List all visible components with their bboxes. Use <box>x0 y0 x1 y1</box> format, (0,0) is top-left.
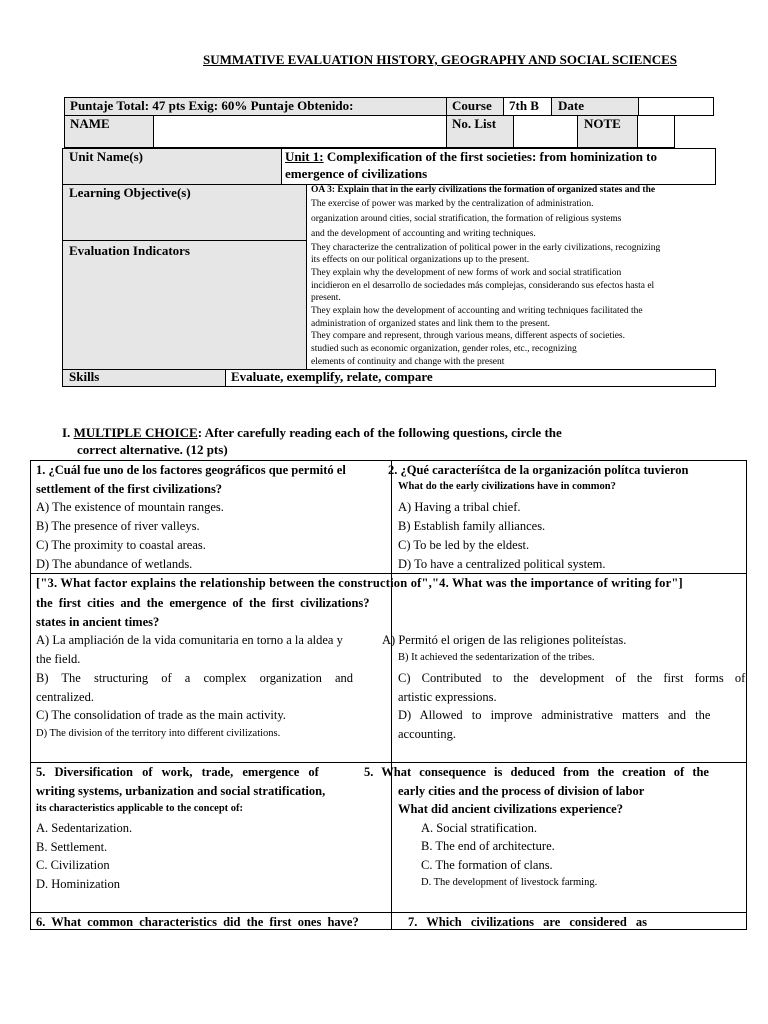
score-text: Puntaje Total: 47 pts Exig: 60% Puntaje Obtenido: <box>70 98 354 113</box>
document-title: SUMMATIVE EVALUATION HISTORY, GEOGRAPHY AND SOCIAL SCIENCES <box>203 52 678 67</box>
question-3-text-cont: the first cities and the emergence of the first civilizations? <box>36 596 370 610</box>
table-border <box>30 573 747 574</box>
question-5b-option-d[interactable]: D. The development of livestock farming. <box>421 877 598 888</box>
question-5b-option-c[interactable]: C. The formation of clans. <box>421 858 553 872</box>
question-3-option-b-cont: centralized. <box>36 690 94 704</box>
unit-line-1 <box>285 149 657 165</box>
note-field[interactable] <box>637 115 675 148</box>
indicators-label: Evaluation Indicators <box>69 243 190 258</box>
indicator-line: They compare and represent, through various means, different aspects of societies. <box>311 331 626 341</box>
question-4-option-c[interactable]: C) Contributed to the development of the first forms of <box>398 671 746 685</box>
question-3-option-d[interactable]: D) The division of the territory into different civilizations. <box>36 728 281 739</box>
name-field[interactable] <box>153 115 447 148</box>
question-2-option-a[interactable]: A) Having a tribal chief. <box>398 500 521 514</box>
question-5b-text: 5. What consequence is deduced from the creation of the <box>364 765 709 779</box>
question-5a-text-cont: writing systems, urbanization and social stratification, <box>36 784 326 798</box>
table-border <box>391 460 392 930</box>
skills-label: Skills <box>69 369 100 384</box>
section-heading: MULTIPLE CHOICE <box>73 425 198 440</box>
question-1-option-d[interactable]: D) The abundance of wetlands. <box>36 557 193 571</box>
objective-line-1: OA 3: Explain that in the early civilizations the formation of organized states and the <box>311 185 656 195</box>
skills-value: Evaluate, exemplify, relate, compare <box>231 369 433 384</box>
objective-line-3: organization around cities, social stratification, the formation of religious systems <box>311 214 622 224</box>
question-2-option-b[interactable]: B) Establish family alliances. <box>398 519 546 533</box>
question-1-option-a[interactable]: A) The existence of mountain ranges. <box>36 500 224 514</box>
table-border <box>746 460 747 930</box>
question-2-option-d[interactable]: D) To have a centralized political system. <box>398 557 606 571</box>
question-4-option-d-cont: accounting. <box>398 727 456 741</box>
date-label: Date <box>558 98 584 113</box>
indicator-line: present. <box>311 293 341 303</box>
course-value: 7th B <box>509 98 539 113</box>
question-1-option-b[interactable]: B) The presence of river valleys. <box>36 519 200 533</box>
indicator-line: elements of continuity and change with the present <box>311 357 505 367</box>
question-5a-option-c[interactable]: C. Civilization <box>36 858 110 872</box>
table-border <box>30 460 31 930</box>
question-3-4-text: ["3. What factor explains the relationship between the construction of","4. What was the importance of writing for"] <box>36 576 683 590</box>
question-3-option-a-cont: the field. <box>36 652 81 666</box>
objective-label: Learning Objective(s) <box>69 185 191 200</box>
indicators-label-cell <box>62 240 307 370</box>
question-3-option-a[interactable]: A) La ampliación de la vida comunitaria en torno a la aldea y <box>36 633 343 647</box>
question-2-option-c[interactable]: C) To be led by the eldest. <box>398 538 530 552</box>
unit-prefix: Unit 1: <box>285 149 324 164</box>
question-1-text: 1. ¿Cuál fue uno de los factores geográficos que permitó el <box>36 463 346 477</box>
unit-label: Unit Name(s) <box>69 149 144 164</box>
question-5b-option-a[interactable]: A. Social stratification. <box>421 821 537 835</box>
question-2-text: 2. ¿Qué caracteríśtca de la organización polítca tuvieron <box>388 463 689 477</box>
question-6-text: 6. What common characteristics did the first ones have? <box>36 915 359 929</box>
note-label: NOTE <box>584 116 621 131</box>
question-5a-option-b[interactable]: B. Settlement. <box>36 840 108 854</box>
section-instruction-text: : After carefully reading each of the following questions, circle the <box>197 425 562 440</box>
indicator-line: studied such as economic organization, gender roles, etc., recognizing <box>311 344 577 354</box>
indicator-line: incidieron en el desarrollo de sociedades más complejas, considerando sus efectos hasta el <box>311 281 655 291</box>
question-3-text-cont-2: states in ancient times? <box>36 615 160 629</box>
question-7-text: 7. Which civilizations are considered as <box>408 915 648 929</box>
indicator-line: administration of organized states and link them to the present. <box>311 319 550 329</box>
question-5a-option-d[interactable]: D. Hominization <box>36 877 121 891</box>
table-border <box>30 912 747 913</box>
question-5b-option-b[interactable]: B. The end of architecture. <box>421 839 555 853</box>
question-5a-text-cont-2: its characteristics applicable to the concept of: <box>36 803 244 814</box>
question-4-option-b[interactable]: B) It achieved the sedentarization of the tribes. <box>398 652 595 663</box>
indicator-line: They explain why the development of new forms of work and social stratification <box>311 268 622 278</box>
question-3-option-b[interactable]: B) The structuring of a complex organization and <box>36 671 354 685</box>
question-3-option-c[interactable]: C) The consolidation of trade as the main activity. <box>36 708 286 722</box>
course-label: Course <box>452 98 492 113</box>
indicator-line: They characterize the centralization of political power in the early civilizations, recognizing <box>311 243 661 253</box>
unit-line-2: emergence of civilizations <box>285 166 428 181</box>
question-4-option-d[interactable]: D) Allowed to improve administrative matters and the <box>398 708 711 722</box>
table-border <box>30 762 747 763</box>
name-label: NAME <box>70 116 110 131</box>
question-5a-text: 5. Diversification of work, trade, emergence of <box>36 765 319 779</box>
section-points: correct alternative. (12 pts) <box>77 442 228 457</box>
question-4-option-a[interactable]: A) Permitó el origen de las religiones politeístas. <box>382 633 627 647</box>
question-5a-option-a[interactable]: A. Sedentarization. <box>36 821 133 835</box>
indicator-line: its effects on our political organizations up to the present. <box>311 255 530 265</box>
indicator-line: They explain how the development of accounting and writing techniques facilitated the <box>311 306 643 316</box>
unit-title: Complexification of the first societies: from hominization to <box>323 149 658 164</box>
question-1-text-cont: settlement of the first civilizations? <box>36 482 223 496</box>
table-border <box>30 460 747 461</box>
question-5b-text-cont: early cities and the process of division of labor <box>398 784 645 798</box>
list-label: No. List <box>452 116 497 131</box>
date-field[interactable] <box>638 97 714 116</box>
objective-line-2: The exercise of power was marked by the centralization of administration. <box>311 199 594 209</box>
list-field[interactable] <box>513 115 578 148</box>
objective-line-4: and the development of accounting and writing techniques. <box>311 229 536 239</box>
question-5b-text-cont-2: What did ancient civilizations experience? <box>398 802 623 816</box>
question-2-text-cont: What do the early civilizations have in common? <box>398 481 616 492</box>
section-instruction <box>62 425 562 441</box>
question-4-option-c-cont: artistic expressions. <box>398 690 497 704</box>
section-numeral: I. <box>62 425 74 440</box>
question-1-option-c[interactable]: C) The proximity to coastal areas. <box>36 538 206 552</box>
